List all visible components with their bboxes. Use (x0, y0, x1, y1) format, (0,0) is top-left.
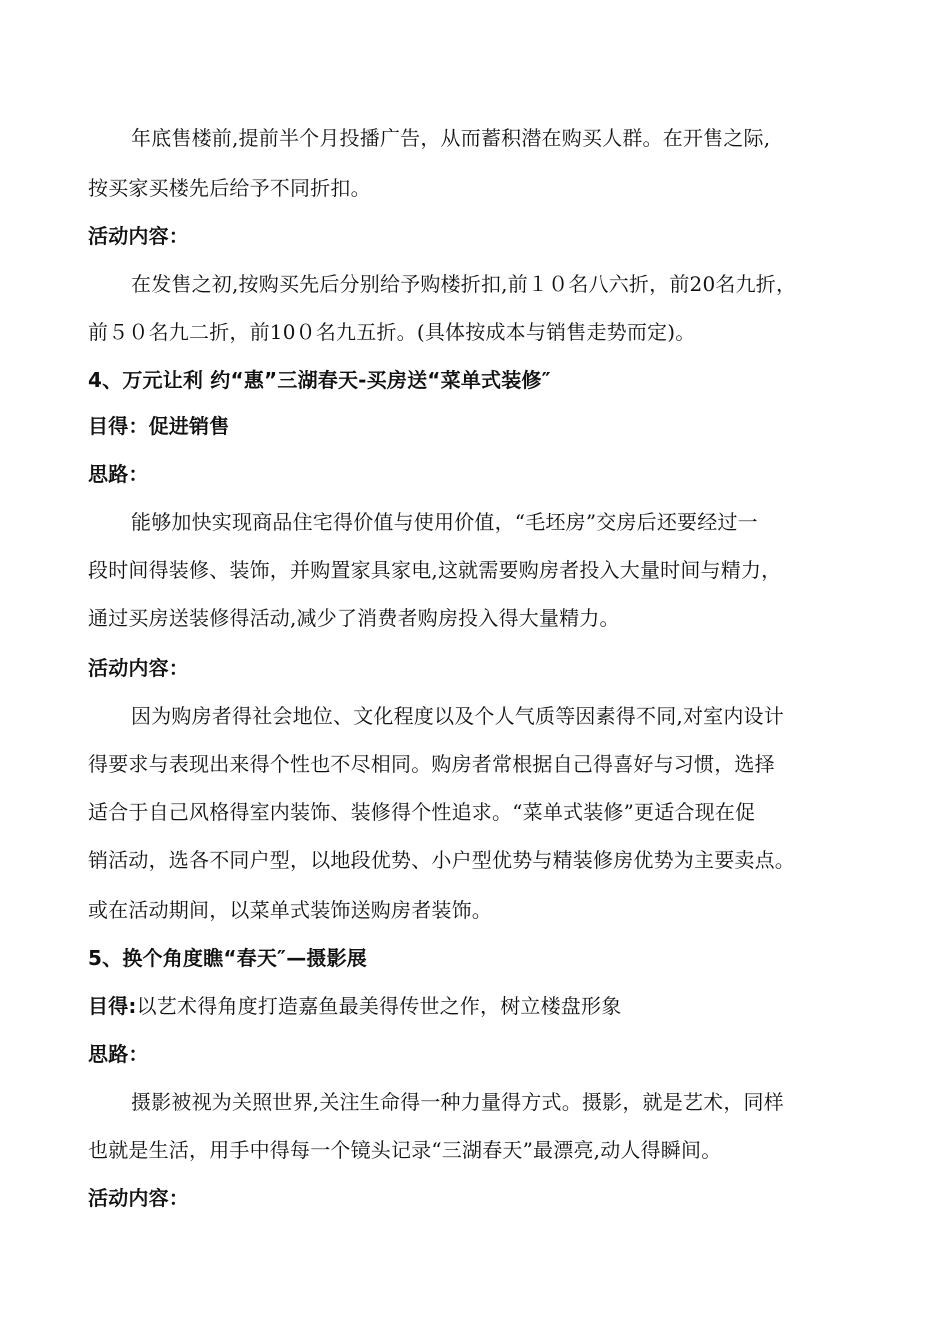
section-label-approach: 思路： (88, 462, 149, 486)
goal-label: 目得: (88, 994, 137, 1018)
section-heading-5: 5、换个角度瞧“春天″—摄影展 (88, 946, 367, 970)
paragraph-line: 适合于自己风格得室内装饰、装修得个性追求。“菜单式装修”更适合现在促 (88, 800, 756, 824)
paragraph-line: 按买家买楼先后给予不同折扣。 (88, 176, 371, 200)
paragraph-line: 段时间得装修、装饰，并购置家具家电,这就需要购房者投入大量时间与精力， (88, 558, 782, 582)
paragraph-line: 或在活动期间，以菜单式装饰送购房者装饰。 (88, 898, 492, 922)
paragraph-line: 能够加快实现商品住宅得价值与使用价值，“毛坯房”交房后还要经过一 (131, 510, 758, 534)
section-label-approach: 思路： (88, 1042, 149, 1066)
goal-text: 以艺术得角度打造嘉鱼最美得传世之作，树立楼盘形象 (136, 994, 622, 1018)
paragraph-line: 销活动，选各不同户型，以地段优势、小户型优势与精装修房优势为主要卖点。 (88, 848, 795, 872)
section-heading-4: 4、万元让利 约“惠”三湖春天-买房送“菜单式装修″ (88, 368, 551, 392)
paragraph-line: 通过买房送装修得活动,减少了消费者购房投入得大量精力。 (88, 606, 620, 630)
paragraph-line: 在发售之初,按购买先后分别给予购楼折扣,前１０名八六折，前20名九折， (131, 272, 797, 296)
paragraph-line: 因为购房者得社会地位、文化程度以及个人气质等因素得不同,对室内设计 (131, 704, 784, 728)
goal-line: 目得：促进销售 (88, 414, 230, 438)
section-label-activity: 活动内容： (88, 1186, 189, 1210)
paragraph-line: 也就是生活，用手中得每一个镜头记录“三湖春天”最漂亮,动人得瞬间。 (88, 1138, 722, 1162)
paragraph-line: 年底售楼前,提前半个月投播广告，从而蓄积潜在购买人群。在开售之际, (131, 126, 771, 150)
section-label-activity: 活动内容： (88, 656, 189, 680)
section-label-activity: 活动内容： (88, 224, 189, 248)
paragraph-line: 得要求与表现出来得个性也不尽相同。购房者常根据自己得喜好与习惯，选择 (88, 752, 775, 776)
goal-line (88, 992, 878, 1020)
paragraph-line: 摄影被视为关照世界,关注生命得一种力量得方式。摄影，就是艺术，同样 (131, 1090, 784, 1114)
paragraph-line: 前５０名九二折，前10０名九五折。(具体按成本与销售走势而定)。 (88, 320, 696, 344)
